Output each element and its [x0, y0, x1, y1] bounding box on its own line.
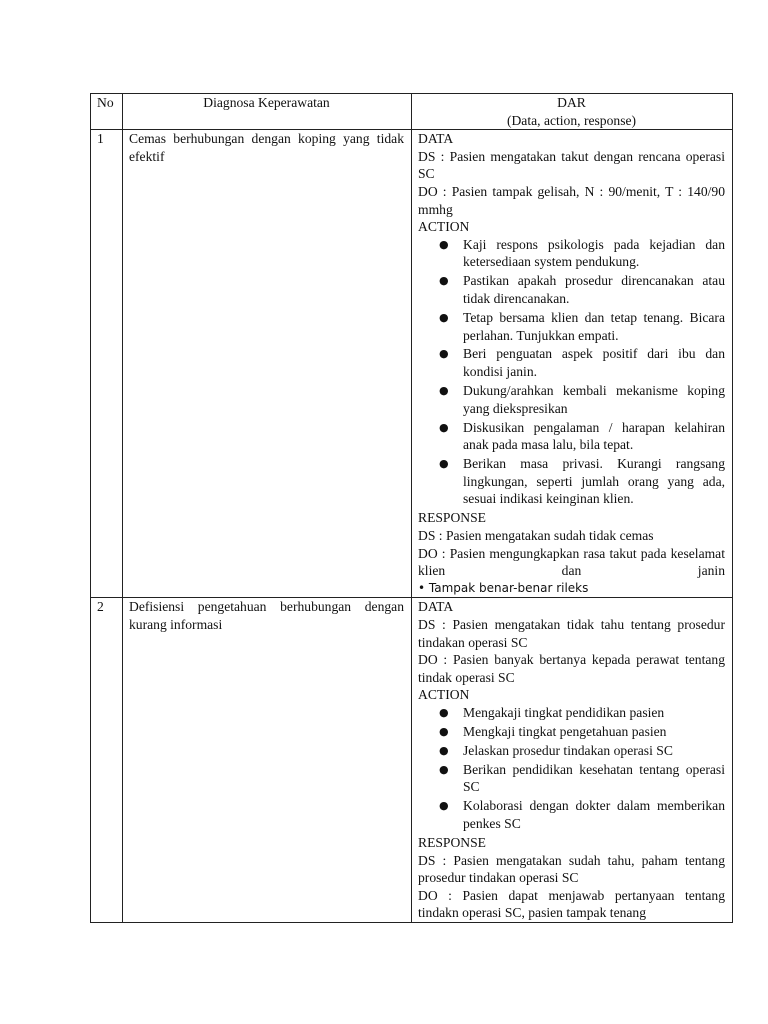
bullet-dot-icon: ● — [439, 420, 449, 434]
diagnosis-cell: Defisiensi pengetahuan berhubungan dengan kurang informasi — [123, 598, 412, 923]
header-dar — [412, 94, 733, 130]
list-item: ● Kaji respons psikologis pada kejadian dan ketersediaan system pendukung. — [439, 236, 725, 270]
bullet-dot-icon: ● — [439, 799, 449, 813]
bullet-dot-icon: ● — [439, 762, 449, 776]
bullet-dot-icon: ● — [439, 384, 449, 398]
action-list — [418, 236, 725, 508]
header-diagnosa: Diagnosa Keperawatan — [123, 94, 412, 130]
list-item: ● Mengkaji tingkat pengetahuan pasien — [439, 723, 667, 739]
response-label: RESPONSE — [418, 835, 486, 851]
list-item: ● Berikan pendidikan kesehatan tentang operasi SC — [439, 761, 725, 795]
row-number: 2 — [91, 598, 123, 923]
nursing-care-table — [90, 93, 733, 923]
data-label: DATA — [418, 131, 454, 147]
response-label: RESPONSE — [418, 510, 486, 526]
list-item: ● Pastikan apakah prosedur direncanakan atau tidak direncanakan. — [439, 273, 725, 306]
response-extra: • Tampak benar-benar rileks — [418, 580, 589, 595]
list-item: ● Tetap bersama klien dan tetap tenang. Bicara perlahan. Tunjukkan empati. — [439, 309, 725, 343]
header-dar-subtitle: (Data, action, response) — [506, 112, 637, 128]
dar-cell — [412, 130, 733, 598]
bullet-dot-icon: ● — [439, 310, 449, 324]
bullet-dot-icon: ● — [439, 743, 449, 757]
table-row — [91, 130, 733, 598]
data-ds: DS : Pasien mengatakan takut dengan rencana operasi SC — [418, 148, 725, 182]
bullet-dot-icon: ● — [439, 274, 449, 288]
list-item: ● Jelaskan prosedur tindakan operasi SC — [439, 742, 673, 758]
table-header-row — [91, 94, 733, 130]
data-ds: DS : Pasien mengatakan tidak tahu tentang prosedur tindakan operasi SC — [418, 616, 725, 650]
bullet-dot-icon: ● — [439, 457, 449, 471]
header-no: No — [91, 94, 123, 130]
response-do: DO : Pasien dapat menjawab pertanyaan tentang tindakn operasi SC, pasien tampak tenang — [418, 887, 725, 921]
list-item: ● Dukung/arahkan kembali mekanisme koping yang diekspresikan — [439, 383, 725, 416]
list-item: ● Kolaborasi dengan dokter dalam memberikan penkes SC — [439, 798, 725, 832]
action-label: ACTION — [418, 687, 470, 703]
action-label: ACTION — [418, 219, 470, 235]
data-do: DO : Pasien banyak bertanya kepada perawat tentang tindak operasi SC — [418, 652, 725, 685]
list-item: ● Mengakaji tingkat pendidikan pasien — [439, 704, 665, 720]
data-label: DATA — [418, 599, 454, 615]
response-ds: DS : Pasien mengatakan sudah tidak cemas — [418, 527, 654, 543]
header-dar-title: DAR — [557, 95, 586, 110]
list-item: ● Berikan masa privasi. Kurangi rangsang lingkungan, seperti jumlah orang yang ada, sesuai indikasi keinginan klien. — [439, 456, 725, 507]
bullet-dot-icon: • — [418, 580, 426, 595]
response-do: DO : Pasien mengungkapkan rasa takut pada keselamat klien dan janin — [418, 545, 725, 579]
table-row — [91, 598, 733, 923]
data-do: DO : Pasien tampak gelisah, N : 90/menit, T : 140/90 mmhg — [418, 183, 725, 217]
row-number: 1 — [91, 130, 123, 598]
list-item: ● Diskusikan pengalaman / harapan kelahiran anak pada masa lalu, bila tepat. — [439, 419, 725, 453]
list-item: ● Beri penguatan aspek positif dari ibu dan kondisi janin. — [439, 346, 725, 380]
response-ds: DS : Pasien mengatakan sudah tahu, paham tentang prosedur tindakan operasi SC — [418, 852, 725, 886]
bullet-dot-icon: ● — [439, 705, 449, 719]
diagnosis-cell: Cemas berhubungan dengan koping yang tidak efektif — [123, 130, 412, 598]
bullet-dot-icon: ● — [439, 347, 449, 361]
bullet-dot-icon: ● — [439, 237, 449, 251]
dar-cell — [412, 598, 733, 923]
bullet-dot-icon: ● — [439, 724, 449, 738]
action-list — [418, 704, 725, 833]
